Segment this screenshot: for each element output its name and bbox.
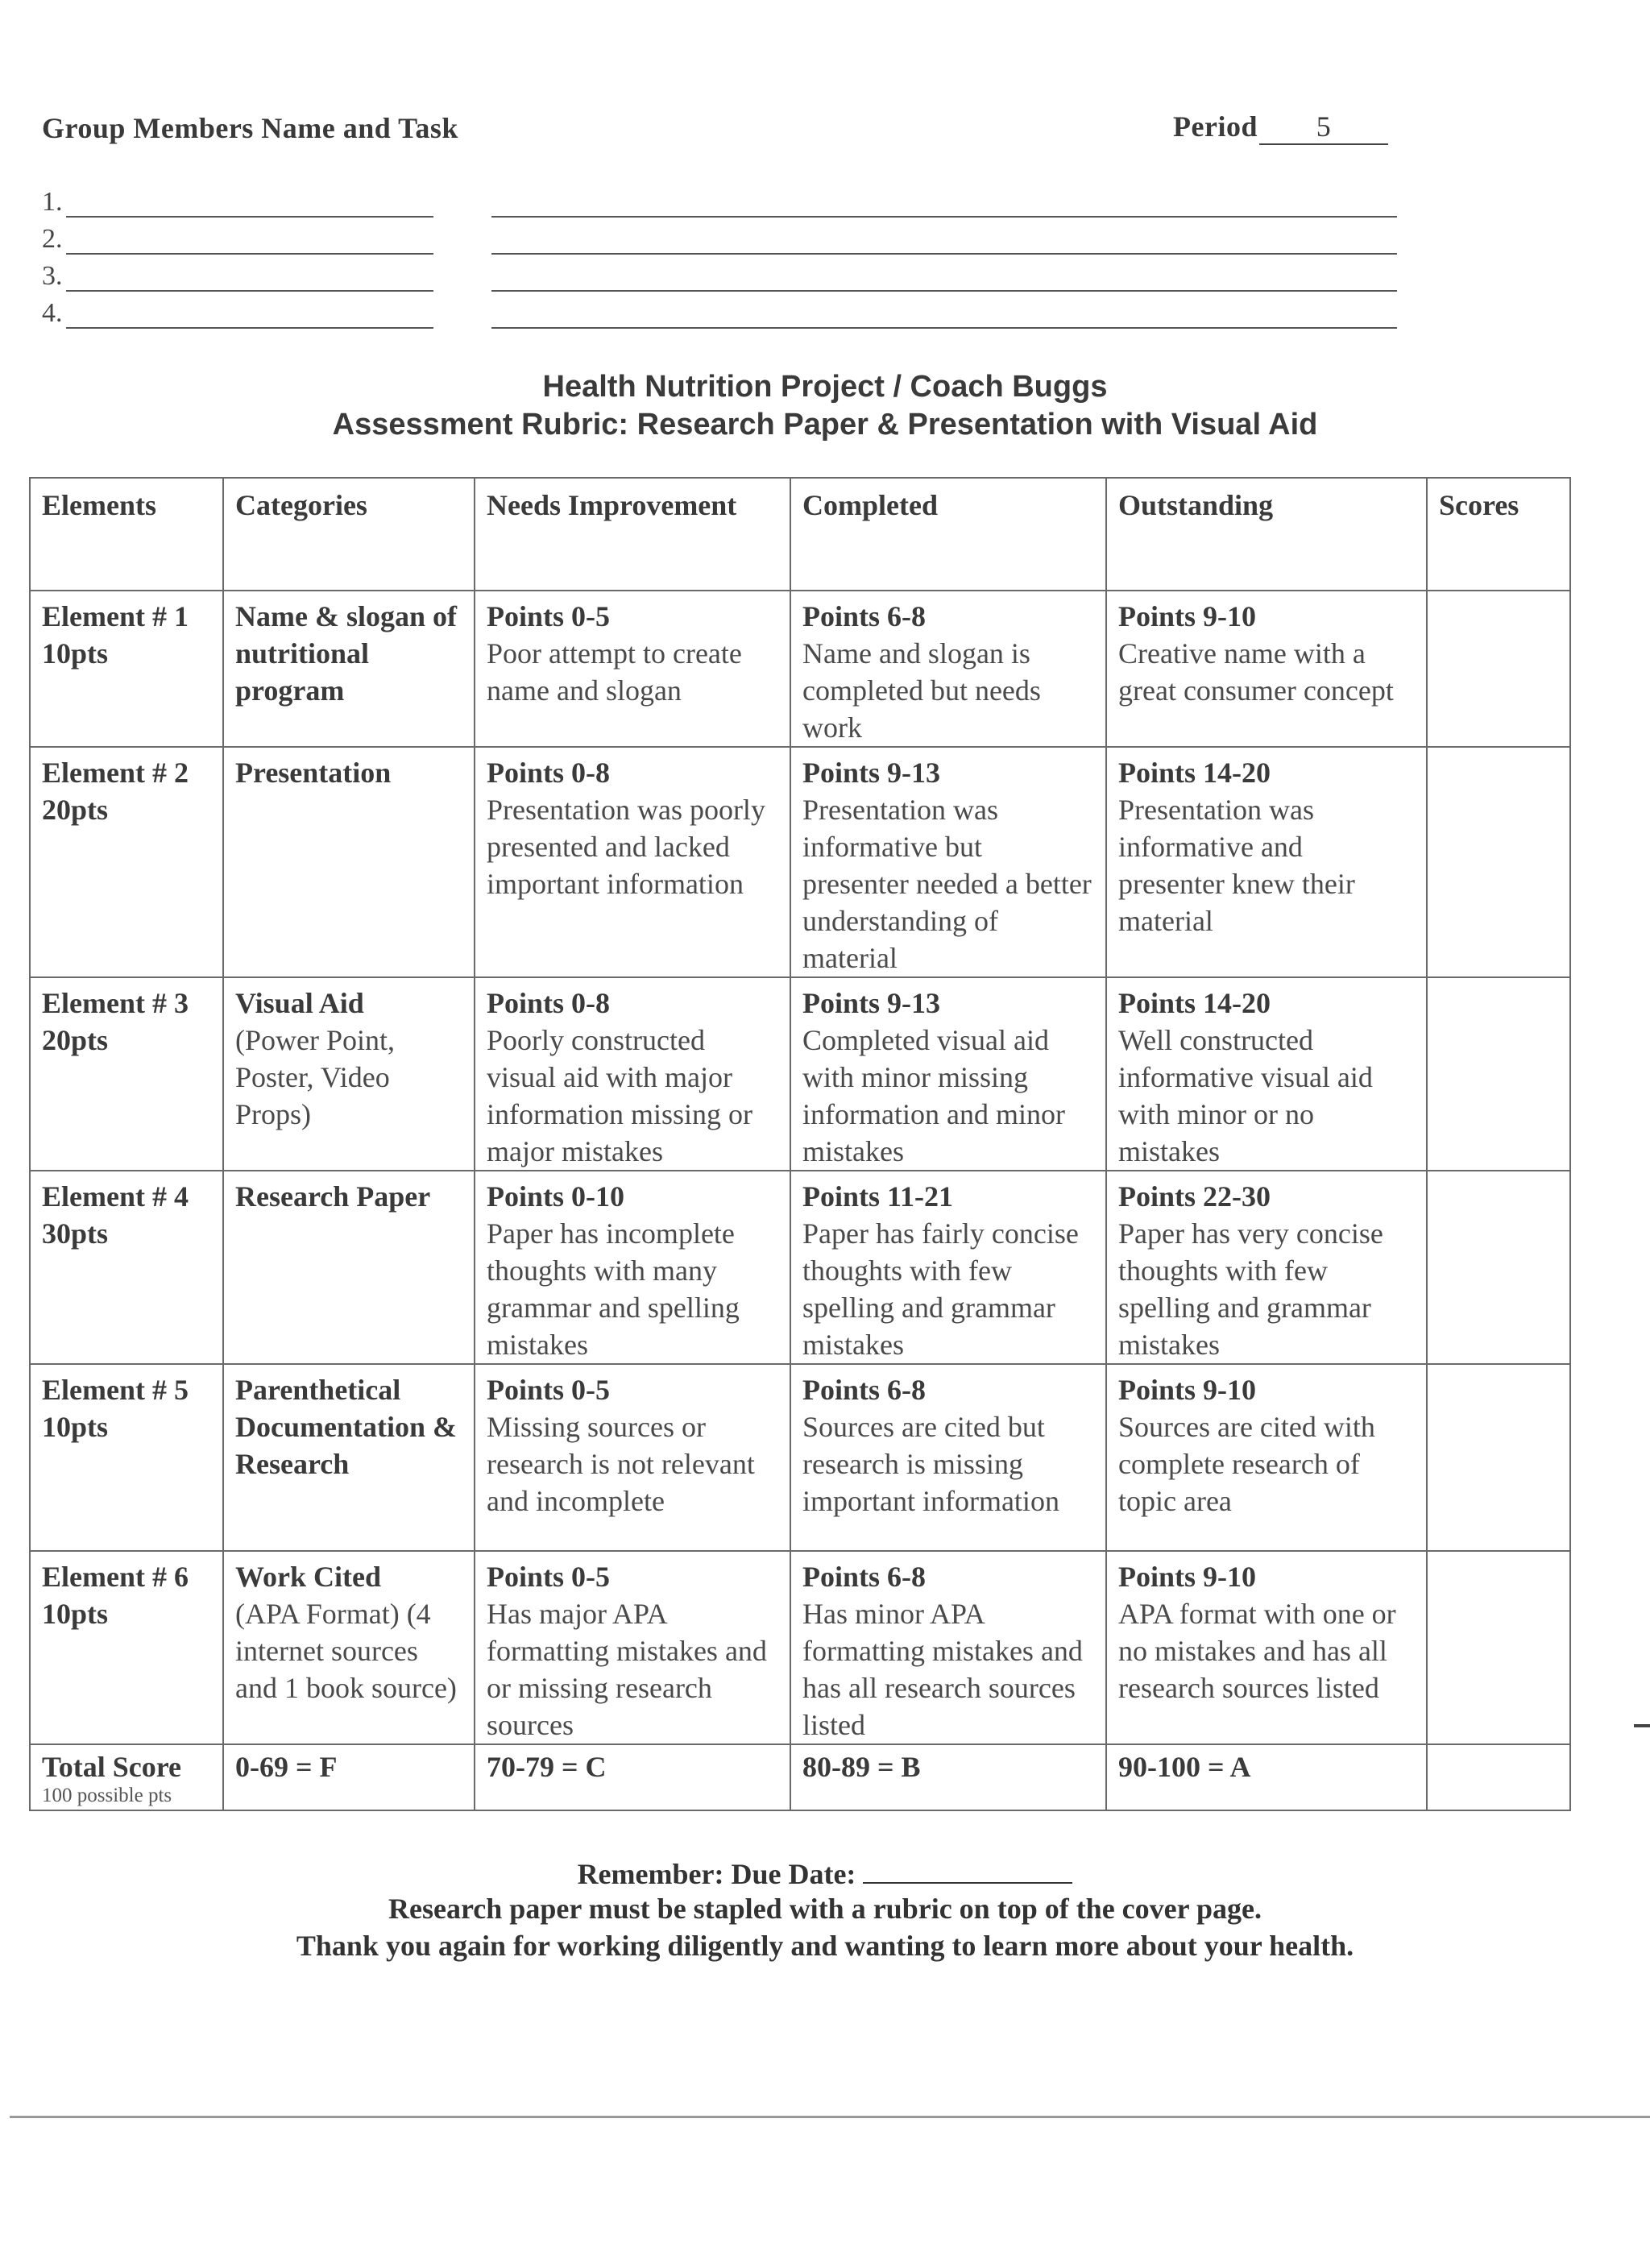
table-header-row [30, 478, 1570, 591]
element-points: 10pts [42, 1598, 109, 1630]
points-range: Points 0-5 [487, 1561, 610, 1593]
column-header: Categories [223, 478, 475, 591]
needs-improvement-cell [475, 977, 790, 1171]
member-task-line[interactable] [491, 290, 1397, 292]
column-header: Needs Improvement [475, 478, 790, 591]
criteria-text: Sources are cited with complete research of topic area [1118, 1411, 1375, 1517]
due-date-line [0, 1853, 1650, 1893]
criteria-text: Missing sources or research is not relevant and incomplete [487, 1411, 755, 1517]
criteria-text: Poorly constructed visual aid with major information missing or major mistakes [487, 1024, 752, 1167]
grade-b-cell [790, 1744, 1106, 1810]
grade-b: 80-89 = B [802, 1751, 921, 1783]
element-points: 20pts [42, 794, 109, 826]
outstanding-cell [1106, 1364, 1427, 1551]
project-title: Health Nutrition Project / Coach Buggs [542, 370, 1108, 404]
grade-c-cell [475, 1744, 790, 1810]
points-range: Points 6-8 [802, 1374, 926, 1406]
member-number: 1. [42, 187, 63, 217]
member-task-line[interactable] [491, 216, 1397, 218]
points-range: Points 9-10 [1118, 600, 1256, 632]
element-cell [30, 977, 223, 1171]
outstanding-cell [1106, 747, 1427, 977]
category-cell [223, 1551, 475, 1744]
table-row [30, 591, 1570, 747]
rubric-table [29, 477, 1571, 1811]
criteria-text: Completed visual aid with minor missing information and minor mistakes [802, 1024, 1065, 1167]
completed-cell [790, 747, 1106, 977]
criteria-text: Sources are cited but research is missing important information [802, 1411, 1059, 1517]
score-cell[interactable] [1427, 747, 1570, 977]
grade-f: 0-69 = F [235, 1751, 338, 1783]
points-range: Points 11-21 [802, 1180, 954, 1213]
group-members-label: Group Members Name and Task [42, 112, 458, 144]
needs-improvement-cell [475, 1171, 790, 1364]
element-points: 20pts [42, 1024, 109, 1056]
points-range: Points 9-10 [1118, 1374, 1256, 1406]
element-points: 10pts [42, 1411, 109, 1443]
column-header: Outstanding [1106, 478, 1427, 591]
scan-edge-mark [1634, 1724, 1650, 1727]
category-cell [223, 977, 475, 1171]
column-header: Completed [790, 478, 1106, 591]
element-name: Element # 6 [42, 1561, 189, 1593]
period-label: Period [1173, 110, 1258, 143]
score-cell[interactable] [1427, 1551, 1570, 1744]
category-name: Visual Aid [235, 987, 364, 1019]
element-cell [30, 591, 223, 747]
element-cell [30, 1364, 223, 1551]
category-name: Presentation [235, 757, 392, 789]
table-row [30, 1364, 1570, 1551]
staple-reminder: Research paper must be stapled with a rubric on top of the cover page. [388, 1893, 1262, 1925]
member-task-line[interactable] [491, 327, 1397, 329]
score-cell[interactable] [1427, 1171, 1570, 1364]
completed-cell [790, 591, 1106, 747]
table-row [30, 1171, 1570, 1364]
member-name-line[interactable] [66, 216, 433, 218]
criteria-text: Paper has very concise thoughts with few spelling and grammar mistakes [1118, 1217, 1383, 1361]
outstanding-cell [1106, 1171, 1427, 1364]
completed-cell [790, 1171, 1106, 1364]
member-name-line[interactable] [66, 290, 433, 292]
total-score-cell[interactable] [1427, 1744, 1570, 1810]
score-cell[interactable] [1427, 591, 1570, 747]
criteria-text: Paper has fairly concise thoughts with few spelling and grammar mistakes [802, 1217, 1079, 1361]
criteria-text: Has major APA formatting mistakes and or missing research sources [487, 1598, 767, 1741]
member-name-line[interactable] [66, 253, 433, 255]
member-task-line[interactable] [491, 253, 1397, 255]
category-detail: (Power Point, Poster, Video Props) [235, 1024, 395, 1130]
grade-a: 90-100 = A [1118, 1751, 1251, 1783]
outstanding-cell [1106, 1551, 1427, 1744]
member-number: 4. [42, 298, 63, 328]
total-score-label: Total Score [42, 1751, 182, 1783]
points-range: Points 0-10 [487, 1180, 624, 1213]
rubric-title: Assessment Rubric: Research Paper & Presentation with Visual Aid [332, 408, 1318, 442]
needs-improvement-cell [475, 1551, 790, 1744]
table-row [30, 747, 1570, 977]
points-range: Points 14-20 [1118, 987, 1271, 1019]
grade-f-cell [223, 1744, 475, 1810]
points-range: Points 0-5 [487, 600, 610, 632]
outstanding-cell [1106, 591, 1427, 747]
needs-improvement-cell [475, 1364, 790, 1551]
criteria-text: Has minor APA formatting mistakes and has all research sources listed [802, 1598, 1083, 1741]
member-number: 3. [42, 261, 63, 291]
category-cell [223, 1364, 475, 1551]
criteria-text: Presentation was informative and presenter knew their material [1118, 794, 1355, 937]
points-range: Points 6-8 [802, 600, 926, 632]
score-cell[interactable] [1427, 1364, 1570, 1551]
criteria-text: Well constructed informative visual aid with minor or no mistakes [1118, 1024, 1373, 1167]
completed-cell [790, 1551, 1106, 1744]
member-number: 2. [42, 224, 63, 254]
points-range: Points 14-20 [1118, 757, 1271, 789]
due-date-blank[interactable] [863, 1853, 1072, 1884]
category-cell [223, 1171, 475, 1364]
column-header: Elements [30, 478, 223, 591]
criteria-text: Name and slogan is completed but needs work [802, 637, 1041, 744]
period-value[interactable]: 5 [1259, 110, 1388, 145]
points-range: Points 0-8 [487, 987, 610, 1019]
criteria-text: Paper has incomplete thoughts with many grammar and spelling mistakes [487, 1217, 740, 1361]
period-field [1173, 110, 1388, 145]
element-points: 30pts [42, 1217, 109, 1250]
points-range: Points 22-30 [1118, 1180, 1271, 1213]
element-points: 10pts [42, 637, 109, 670]
due-date-label: Remember: Due Date: [577, 1858, 856, 1890]
scan-edge-line [10, 2116, 1650, 2118]
element-cell [30, 1171, 223, 1364]
points-range: Points 0-8 [487, 757, 610, 789]
table-row [30, 977, 1570, 1171]
thank-you-note: Thank you again for working diligently and wanting to learn more about your health. [296, 1930, 1354, 1962]
category-cell [223, 747, 475, 977]
grade-c: 70-79 = C [487, 1751, 607, 1783]
completed-cell [790, 977, 1106, 1171]
score-cell[interactable] [1427, 977, 1570, 1171]
criteria-text: Poor attempt to create name and slogan [487, 637, 742, 707]
criteria-text: Presentation was informative but presenter needed a better understanding of material [802, 794, 1092, 974]
element-name: Element # 5 [42, 1374, 189, 1406]
category-name: Name & slogan of nutritional program [235, 600, 457, 707]
category-name: Parenthetical Documentation & Research [235, 1374, 457, 1480]
outstanding-cell [1106, 977, 1427, 1171]
category-name: Work Cited [235, 1561, 382, 1593]
table-row [30, 1551, 1570, 1744]
criteria-text: Presentation was poorly presented and lacked important information [487, 794, 765, 900]
category-detail: (APA Format) (4 internet sources and 1 book source) [235, 1598, 457, 1704]
member-name-line[interactable] [66, 327, 433, 329]
element-name: Element # 1 [42, 600, 189, 632]
criteria-text: APA format with one or no mistakes and has all research sources listed [1118, 1598, 1396, 1704]
element-name: Element # 3 [42, 987, 189, 1019]
category-name: Research Paper [235, 1180, 431, 1213]
element-cell [30, 747, 223, 977]
points-range: Points 0-5 [487, 1374, 610, 1406]
points-range: Points 9-13 [802, 987, 940, 1019]
category-cell [223, 591, 475, 747]
grade-a-cell [1106, 1744, 1427, 1810]
needs-improvement-cell [475, 747, 790, 977]
points-range: Points 6-8 [802, 1561, 926, 1593]
completed-cell [790, 1364, 1106, 1551]
points-range: Points 9-10 [1118, 1561, 1256, 1593]
points-range: Points 9-13 [802, 757, 940, 789]
criteria-text: Creative name with a great consumer concept [1118, 637, 1394, 707]
total-score-row [30, 1744, 1570, 1810]
element-cell [30, 1551, 223, 1744]
column-header: Scores [1427, 478, 1570, 591]
total-label-cell [30, 1744, 223, 1810]
element-name: Element # 2 [42, 757, 189, 789]
total-possible-note: 100 possible pts [42, 1785, 172, 1806]
element-name: Element # 4 [42, 1180, 189, 1213]
needs-improvement-cell [475, 591, 790, 747]
